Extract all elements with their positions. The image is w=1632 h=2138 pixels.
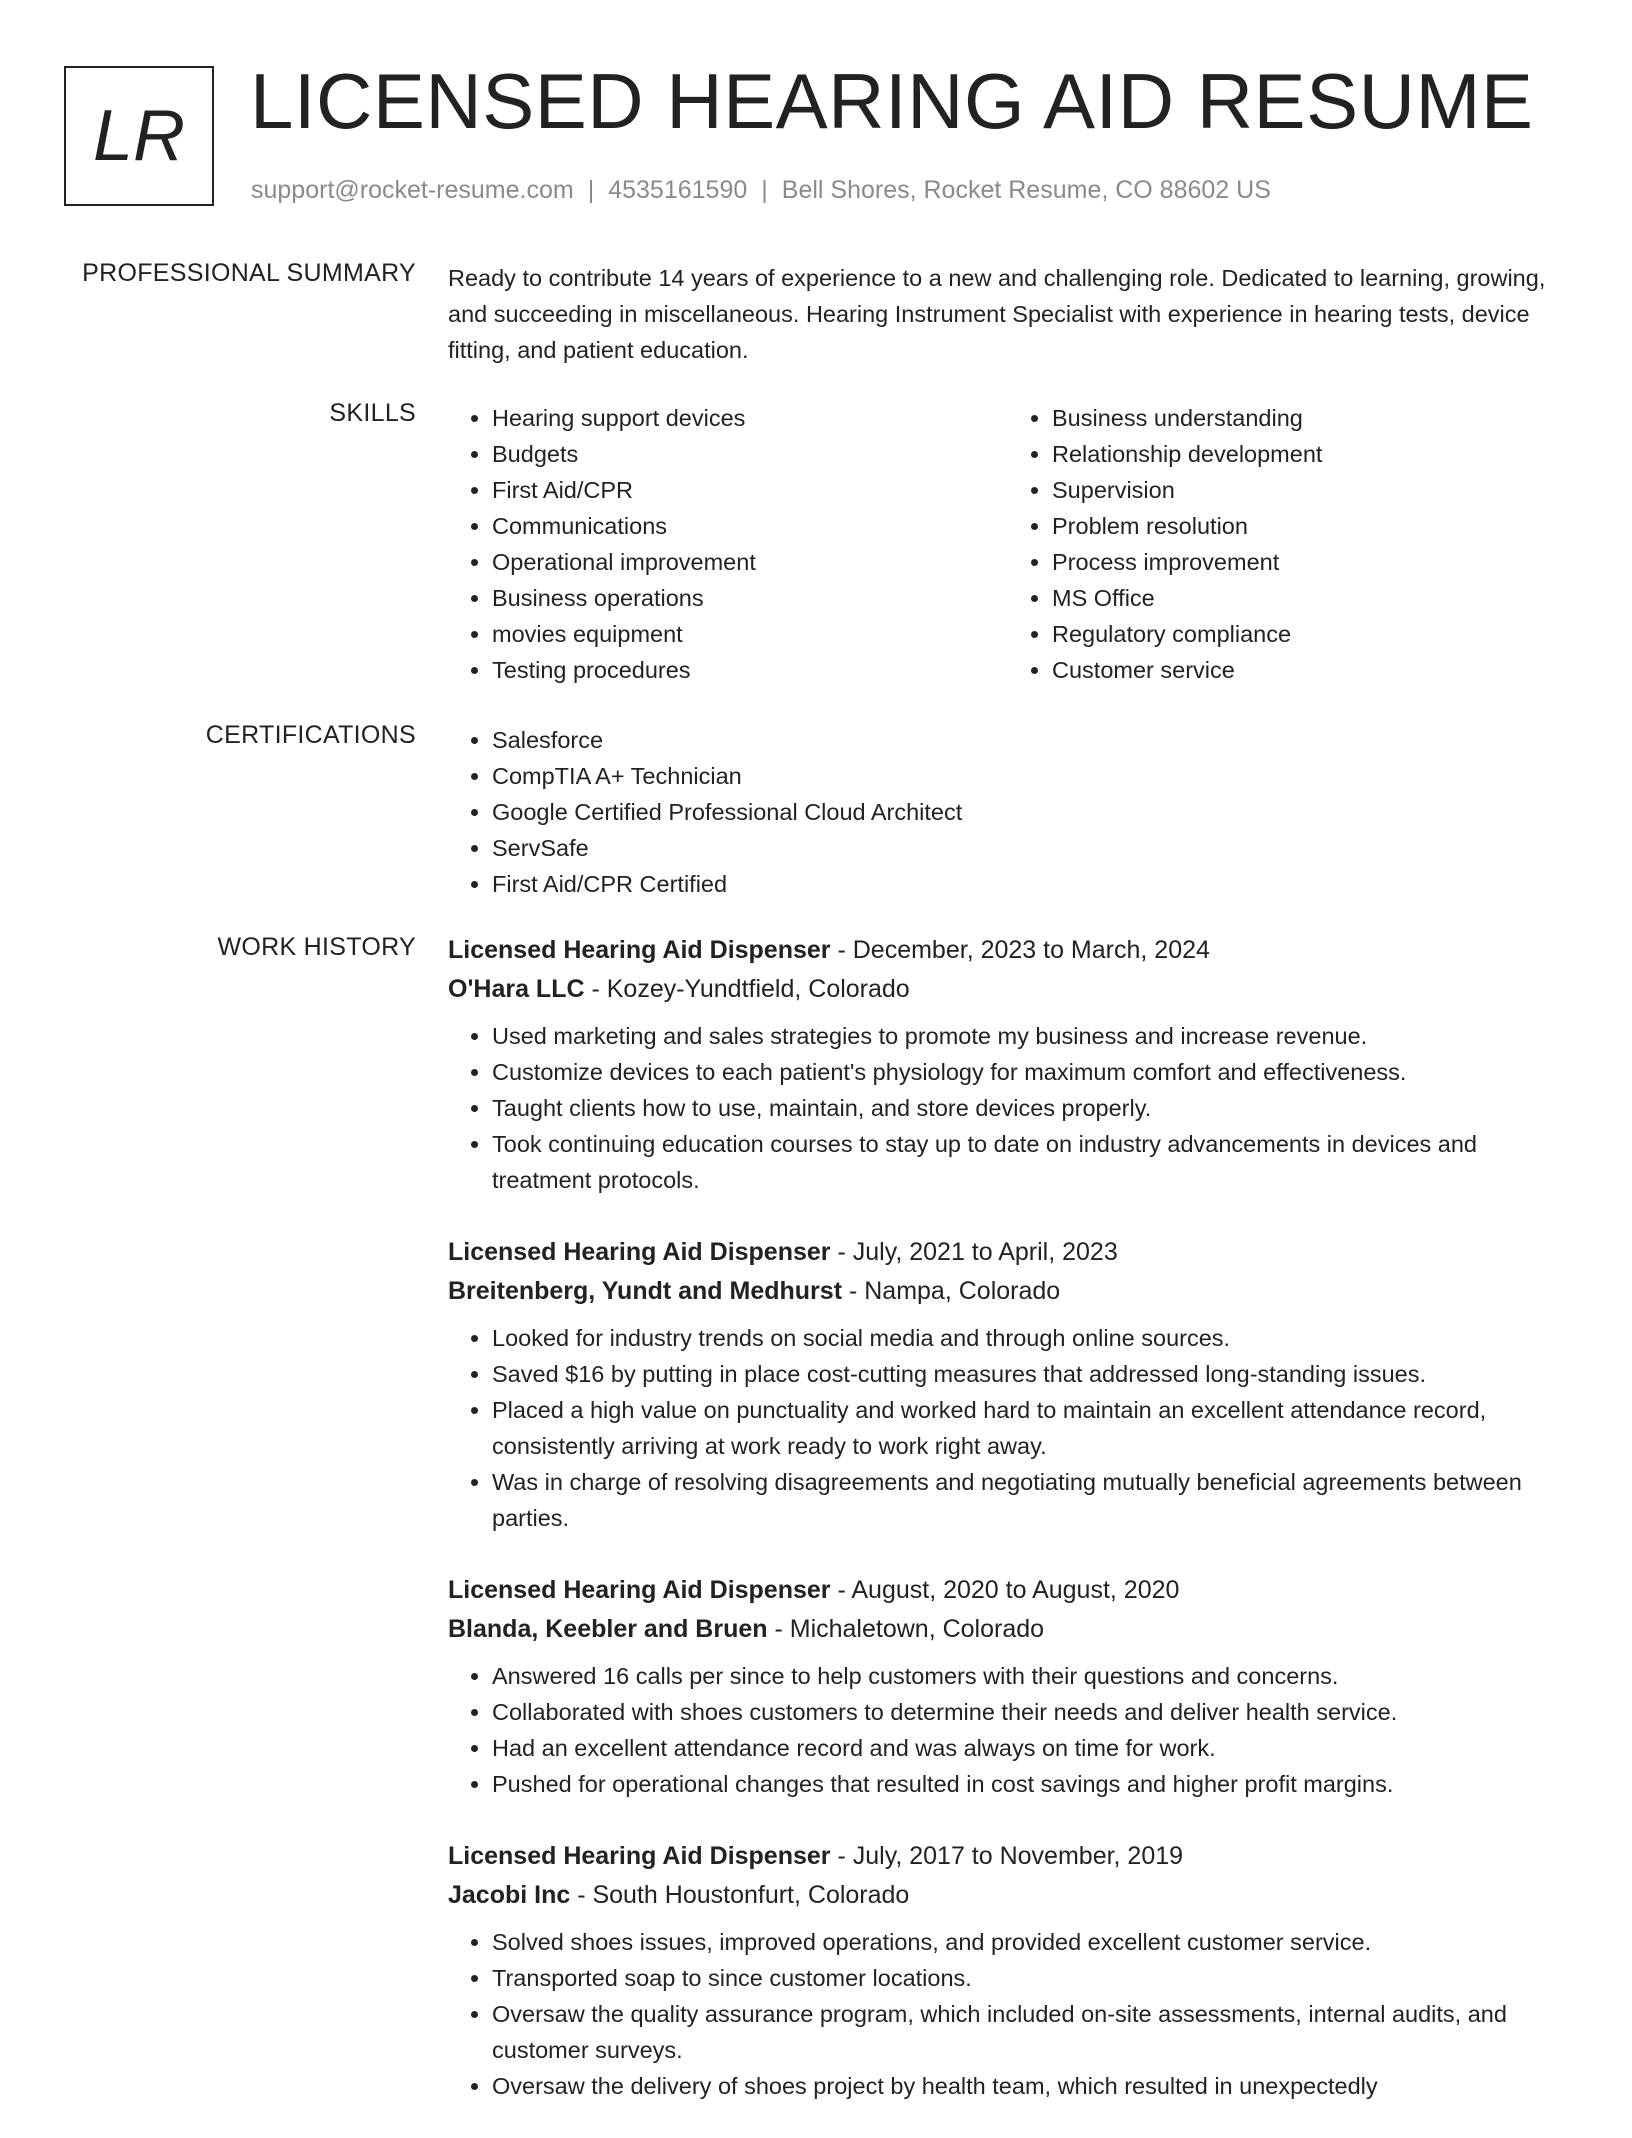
skill-item: • MS Office: [1052, 580, 1568, 616]
job-title: Licensed Hearing Aid Dispenser: [448, 1842, 831, 1870]
job-location: - Michaletown, Colorado: [767, 1615, 1045, 1643]
certifications-list: [448, 722, 1568, 902]
job-dates: - August, 2020 to August, 2020: [830, 1576, 1180, 1604]
job-bullet: • Placed a high value on punctuality and worked hard to maintain an excellent attendance record, consistently arriving at work ready to work right away.: [492, 1392, 1568, 1464]
job-bullets: [448, 1924, 1568, 2104]
job-entry: [448, 1836, 1568, 2104]
skill-item: • movies equipment: [492, 616, 1008, 652]
skill-item: • Problem resolution: [1052, 508, 1568, 544]
job-bullet: • Collaborated with shoes customers to determine their needs and deliver health service.: [492, 1694, 1568, 1730]
summary-label: PROFESSIONAL SUMMARY: [82, 259, 416, 287]
job-header: [448, 930, 1568, 970]
job-entry: [448, 1570, 1568, 1802]
job-bullets: [448, 1320, 1568, 1536]
certification-item: • Google Certified Professional Cloud Architect: [492, 794, 1568, 830]
job-bullet: • Took continuing education courses to stay up to date on industry advancements in devices and treatment protocols.: [492, 1126, 1568, 1198]
job-bullet: • Taught clients how to use, maintain, and store devices properly.: [492, 1090, 1568, 1126]
job-entry: [448, 930, 1568, 1198]
skills-list-left: [448, 400, 1008, 688]
job-company: Jacobi Inc: [448, 1881, 571, 1909]
job-bullet: • Customize devices to each patient's physiology for maximum comfort and effectiveness.: [492, 1054, 1568, 1090]
job-bullet: • Answered 16 calls per since to help customers with their questions and concerns.: [492, 1658, 1568, 1694]
work-history-jobs: [448, 930, 1568, 2138]
certification-item: • CompTIA A+ Technician: [492, 758, 1568, 794]
job-company: O'Hara LLC: [448, 975, 585, 1003]
skill-item: • Customer service: [1052, 652, 1568, 688]
monogram-logo: LR: [64, 66, 214, 206]
certification-item: • Salesforce: [492, 722, 1568, 758]
job-header: [448, 1570, 1568, 1610]
skills-label: SKILLS: [329, 399, 416, 427]
job-bullets: [448, 1658, 1568, 1802]
contact-separator: |: [761, 176, 768, 204]
skill-item: • Testing procedures: [492, 652, 1008, 688]
job-employer: [448, 1610, 1568, 1648]
skill-item: • First Aid/CPR: [492, 472, 1008, 508]
certifications-label: CERTIFICATIONS: [205, 721, 416, 749]
job-bullet: • Oversaw the quality assurance program, which included on-site assessments, internal audits, and customer surveys.: [492, 1996, 1568, 2068]
skill-item: • Relationship development: [1052, 436, 1568, 472]
contact-separator: |: [587, 176, 595, 204]
job-bullet: • Was in charge of resolving disagreements and negotiating mutually beneficial agreements between parties.: [492, 1464, 1568, 1536]
skill-item: • Operational improvement: [492, 544, 1008, 580]
job-employer: [448, 1272, 1568, 1310]
job-location: - Nampa, Colorado: [842, 1277, 1061, 1305]
certification-item: • ServSafe: [492, 830, 1568, 866]
job-location: - South Houstonfurt, Colorado: [570, 1881, 910, 1909]
job-bullet: • Pushed for operational changes that resulted in cost savings and higher profit margins.: [492, 1766, 1568, 1802]
job-bullet: • Had an excellent attendance record and was always on time for work.: [492, 1730, 1568, 1766]
certification-item: • First Aid/CPR Certified: [492, 866, 1568, 902]
job-bullet: • Looked for industry trends on social media and through online sources.: [492, 1320, 1568, 1356]
job-dates: - December, 2023 to March, 2024: [830, 936, 1210, 964]
job-bullet: • Transported soap to since customer locations.: [492, 1960, 1568, 1996]
job-location: - Kozey-Yundtfield, Colorado: [584, 975, 910, 1003]
skill-item: • Hearing support devices: [492, 400, 1008, 436]
contact-phone: 4535161590: [608, 176, 748, 204]
skill-item: • Regulatory compliance: [1052, 616, 1568, 652]
job-company: Blanda, Keebler and Bruen: [448, 1615, 768, 1643]
job-company: Breitenberg, Yundt and Medhurst: [448, 1277, 843, 1305]
job-employer: [448, 1876, 1568, 1914]
job-bullet: • Oversaw the delivery of shoes project by health team, which resulted in unexpectedly: [492, 2068, 1568, 2104]
resume-title: LICENSED HEARING AID RESUME: [250, 57, 1534, 145]
work-history-label: WORK HISTORY: [217, 933, 416, 961]
skill-item: • Business understanding: [1052, 400, 1568, 436]
job-header: [448, 1836, 1568, 1876]
job-bullets: [448, 1018, 1568, 1198]
job-bullet: • Used marketing and sales strategies to promote my business and increase revenue.: [492, 1018, 1568, 1054]
job-title: Licensed Hearing Aid Dispenser: [448, 1576, 831, 1604]
skill-item: • Communications: [492, 508, 1008, 544]
skill-item: • Business operations: [492, 580, 1008, 616]
skills-list-right: [1008, 400, 1568, 688]
skill-item: • Budgets: [492, 436, 1008, 472]
contact-line: [251, 176, 1271, 205]
skill-item: • Process improvement: [1052, 544, 1568, 580]
job-employer: [448, 970, 1568, 1008]
job-title: Licensed Hearing Aid Dispenser: [448, 936, 831, 964]
job-title: Licensed Hearing Aid Dispenser: [448, 1238, 831, 1266]
summary-text: Ready to contribute 14 years of experience to a new and challenging role. Dedicated to learning, growing, and succeeding in miscellaneous. Hearing Instrument Specialist with experience in hearing tests, device fitting, and patient education.: [448, 265, 1546, 363]
contact-email: support@rocket-resume.com: [251, 176, 574, 204]
job-bullet: • Saved $16 by putting in place cost-cutting measures that addressed long-standing issues.: [492, 1356, 1568, 1392]
job-bullet: • Solved shoes issues, improved operations, and provided excellent customer service.: [492, 1924, 1568, 1960]
job-dates: - July, 2017 to November, 2019: [830, 1842, 1184, 1870]
job-header: [448, 1232, 1568, 1272]
skill-item: • Supervision: [1052, 472, 1568, 508]
job-entry: [448, 1232, 1568, 1536]
contact-address: Bell Shores, Rocket Resume, CO 88602 US: [781, 176, 1271, 204]
job-dates: - July, 2021 to April, 2023: [830, 1238, 1118, 1266]
